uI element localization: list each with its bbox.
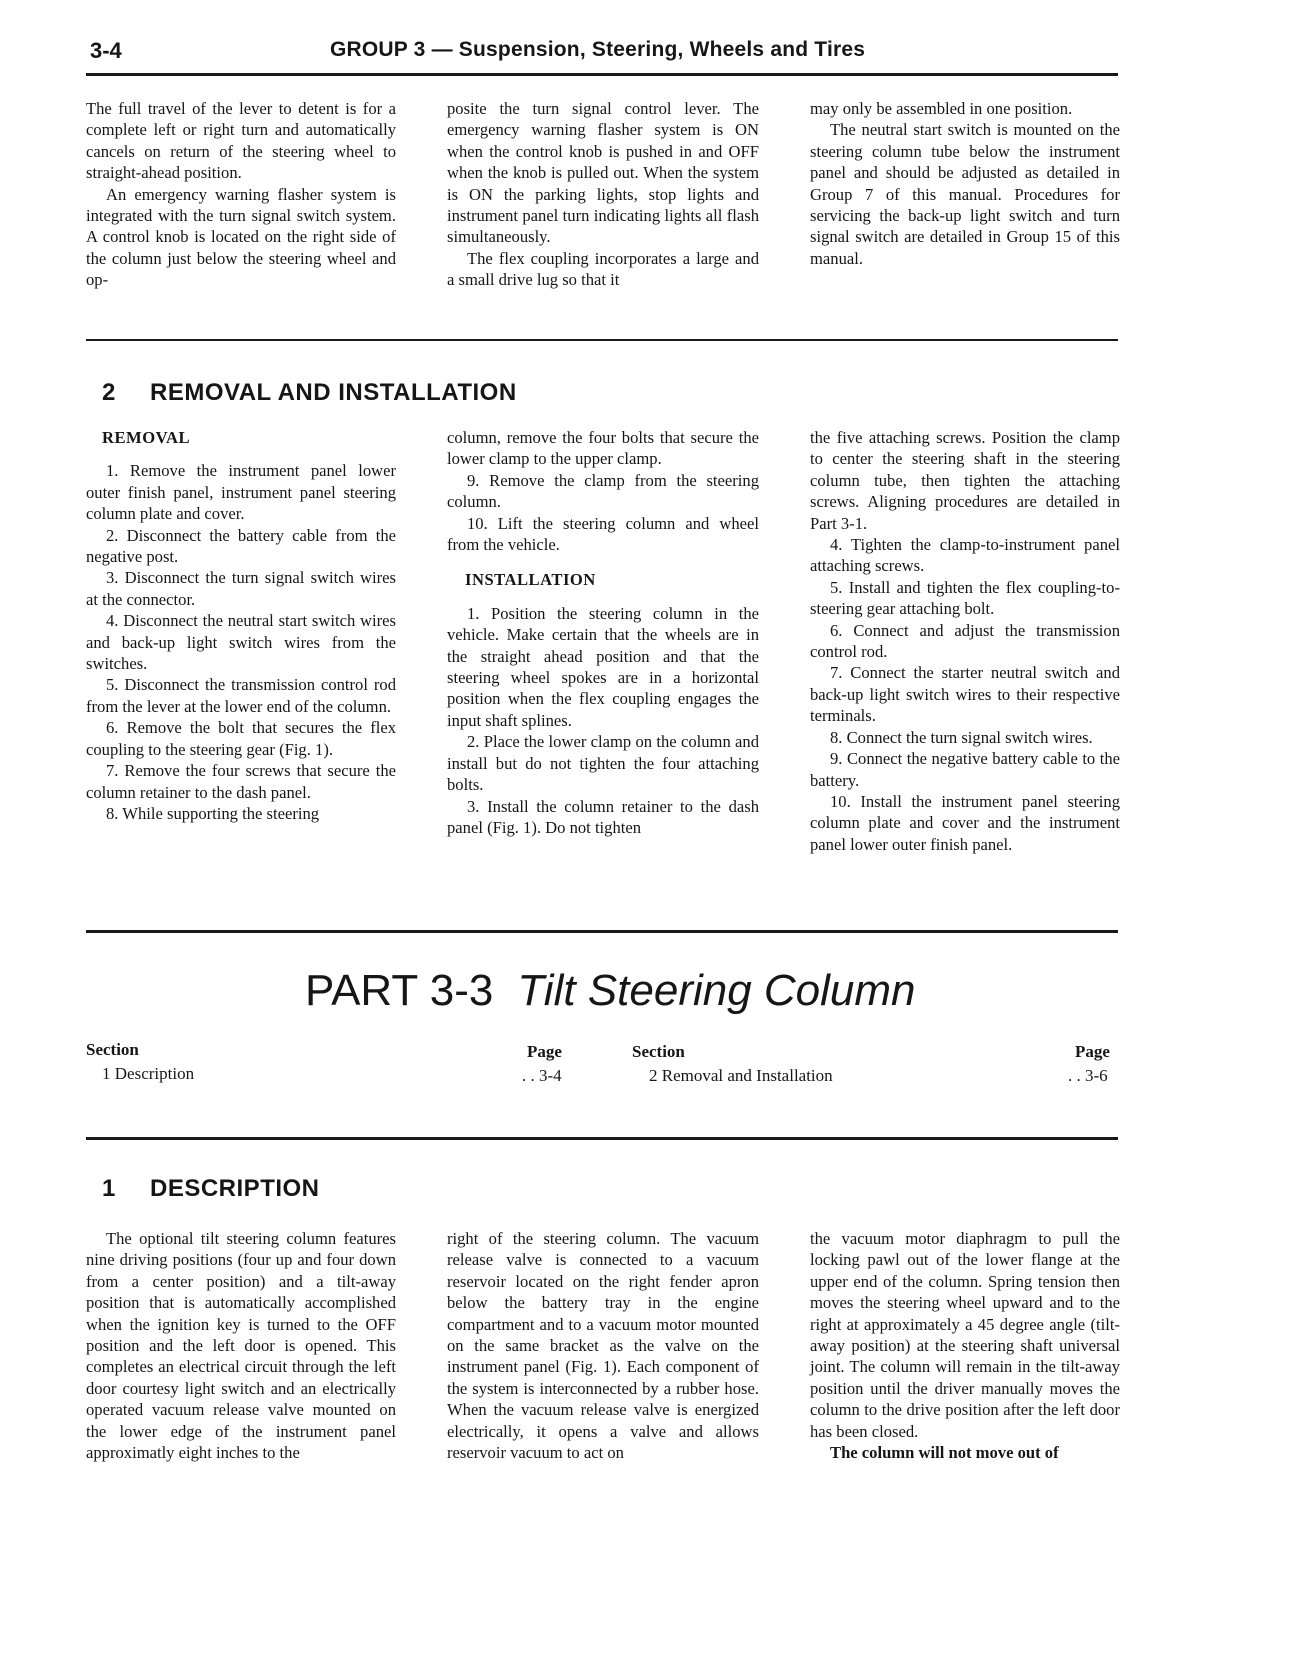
section-divider bbox=[86, 339, 1118, 341]
step: 9. Remove the clamp from the steering column. bbox=[447, 470, 759, 512]
section-number: 1 bbox=[102, 1175, 116, 1202]
step: 8. Connect the turn signal switch wires. bbox=[830, 727, 1093, 747]
header-rule bbox=[86, 73, 1118, 76]
step: 3. Install the column retainer to the dash panel (Fig. 1). Do not tighten bbox=[447, 796, 759, 837]
running-header-title: GROUP 3 — Suspension, Steering, Wheels and Tires bbox=[330, 38, 866, 61]
top-column-3 bbox=[810, 98, 1120, 269]
section-number: 2 bbox=[102, 379, 116, 406]
paragraph: The neutral start switch is mounted on the steering column tube below the instrument panel and should be adjusted as detailed in Group 7 of this manual. Procedures for servicing the back-up light switch and turn signal switch are detailed in Group 15 of this manual. bbox=[810, 120, 1120, 268]
section-heading-removal-installation bbox=[102, 379, 517, 407]
section-title: REMOVAL AND INSTALLATION bbox=[150, 379, 517, 406]
step: 4. Tighten the clamp-to-instrument panel attaching screws. bbox=[810, 535, 1120, 576]
section-divider bbox=[86, 1137, 1118, 1140]
step: 3. Disconnect the turn signal switch wires at the connector. bbox=[86, 568, 396, 609]
paragraph: An emergency warning flasher system is integrated with the turn signal switch system. A control knob is located on the right side of the column just below the steering wheel and op- bbox=[86, 184, 396, 290]
description-column-2 bbox=[447, 1228, 759, 1463]
toc-page-header-left: Page bbox=[527, 1042, 562, 1061]
paragraph: may only be assembled in one position. bbox=[810, 99, 1073, 118]
top-column-1 bbox=[86, 98, 396, 291]
paragraph: The flex coupling incorporates a large and a small drive lug so that it bbox=[447, 248, 759, 290]
step: 4. Disconnect the neutral start switch wires and back-up light switch wires from the switches. bbox=[86, 611, 396, 674]
top-column-2 bbox=[447, 98, 759, 291]
toc-section-header-left: Section bbox=[86, 1040, 139, 1059]
description-column-1 bbox=[86, 1228, 396, 1463]
step: 10. Lift the steering column and wheel from the vehicle. bbox=[447, 513, 759, 555]
step: 1. Remove the instrument panel lower outer finish panel, instrument panel steering column plate and cover. bbox=[86, 461, 396, 524]
paragraph: the vacuum motor diaphragm to pull the locking pawl out of the lower flange at the upper end of the column. Spring tension then moves the steering wheel upward and to the right at approximately a 45 degree angle (tilt-away position) at the steering shaft universal joint. The column will remain in the tilt-away position until the driver manually moves the column to the drive position after the left door has been closed. bbox=[810, 1229, 1120, 1441]
step: 6. Remove the bolt that secures the flex coupling to the steering gear (Fig. 1). bbox=[86, 718, 396, 759]
paragraph: The optional tilt steering column features nine driving positions (four up and four down from a center position) and a tilt-away position that is automatically accomplished when the ignition key is turned to the OFF position and the left door is opened. This completes an electrical circuit through the left door courtesy light switch and an electrically operated vacuum release valve mounted on the lower edge of the instrument panel approximatly eight inches to the bbox=[86, 1229, 396, 1463]
page-number: 3-4 bbox=[90, 38, 122, 63]
toc-page-description: . . 3-4 bbox=[522, 1066, 562, 1085]
removal-column-1 bbox=[86, 427, 396, 824]
part-title: Tilt Steering Column bbox=[517, 966, 916, 1015]
step: 6. Connect and adjust the transmission control rod. bbox=[810, 620, 1120, 662]
paragraph: posite the turn signal control lever. The emergency warning flasher system is ON when the control knob is pushed in and OFF when the knob is pulled out. When the system is ON the parking lights, stop lights and instrument panel turn indicating lights all flash simultaneously. bbox=[447, 99, 759, 247]
step: 7. Connect the starter neutral switch and back-up light switch wires to their respective terminals. bbox=[810, 663, 1120, 726]
step: 2. Disconnect the battery cable from the negative post. bbox=[86, 525, 396, 567]
paragraph: The full travel of the lever to detent is for a complete left or right turn and automatically cancels on return of the steering wheel to straight-ahead position. bbox=[86, 99, 396, 183]
toc-item-description[interactable]: 1 Description bbox=[102, 1064, 195, 1083]
removal-subheading: REMOVAL bbox=[102, 428, 191, 447]
step: 2. Place the lower clamp on the column and install but do not tighten the four attaching bolts. bbox=[447, 732, 759, 795]
toc-item-removal-installation[interactable]: 2 Removal and Installation bbox=[649, 1066, 833, 1085]
installation-subheading: INSTALLATION bbox=[465, 570, 596, 590]
step: 5. Disconnect the transmission control rod from the lever at the lower end of the column. bbox=[86, 675, 396, 716]
paragraph-bold: The column will not move out of bbox=[830, 1443, 1059, 1463]
step: column, remove the four bolts that secure the lower clamp to the upper clamp. bbox=[447, 428, 759, 469]
removal-column-2 bbox=[447, 427, 759, 838]
description-column-3 bbox=[810, 1228, 1120, 1463]
step: 7. Remove the four screws that secure the column retainer to the dash panel. bbox=[86, 761, 396, 802]
step: 8. While supporting the steering bbox=[106, 803, 320, 823]
removal-column-3 bbox=[810, 427, 1120, 855]
toc-page-removal-installation: . . 3-6 bbox=[1068, 1066, 1108, 1085]
section-title: DESCRIPTION bbox=[150, 1175, 320, 1202]
step: 9. Connect the negative battery cable to the battery. bbox=[810, 749, 1120, 790]
part-label: PART 3-3 bbox=[305, 966, 494, 1015]
step: 5. Install and tighten the flex coupling-to-steering gear attaching bolt. bbox=[810, 577, 1120, 619]
step: the five attaching screws. Position the clamp to center the steering shaft in the steering column tube, then tighten the attaching screws. Aligning procedures are detailed in Part 3-1. bbox=[810, 428, 1120, 533]
part-heading bbox=[305, 966, 916, 1016]
part-divider bbox=[86, 930, 1118, 933]
toc-page-header-right: Page bbox=[1075, 1042, 1110, 1061]
toc-section-header-right: Section bbox=[632, 1042, 685, 1061]
paragraph: right of the steering column. The vacuum release valve is connected to a vacuum reservoir located on the right fender apron below the battery tray in the engine compartment and to a vacuum motor mounted on the same bracket as the valve on the instrument panel (Fig. 1). Each component of the system is interconnected by a rubber hose. When the vacuum release valve is energized electrically, it opens a valve and allows reservoir vacuum to act on bbox=[447, 1229, 759, 1463]
step: 1. Position the steering column in the vehicle. Make certain that the wheels are in the straight ahead position and that the steering wheel spokes are in a horizontal position when the flex coupling engages the input shaft splines. bbox=[447, 603, 759, 730]
step: 10. Install the instrument panel steering column plate and cover and the instrument panel lower outer finish panel. bbox=[810, 791, 1120, 854]
section-heading-description bbox=[102, 1175, 320, 1203]
